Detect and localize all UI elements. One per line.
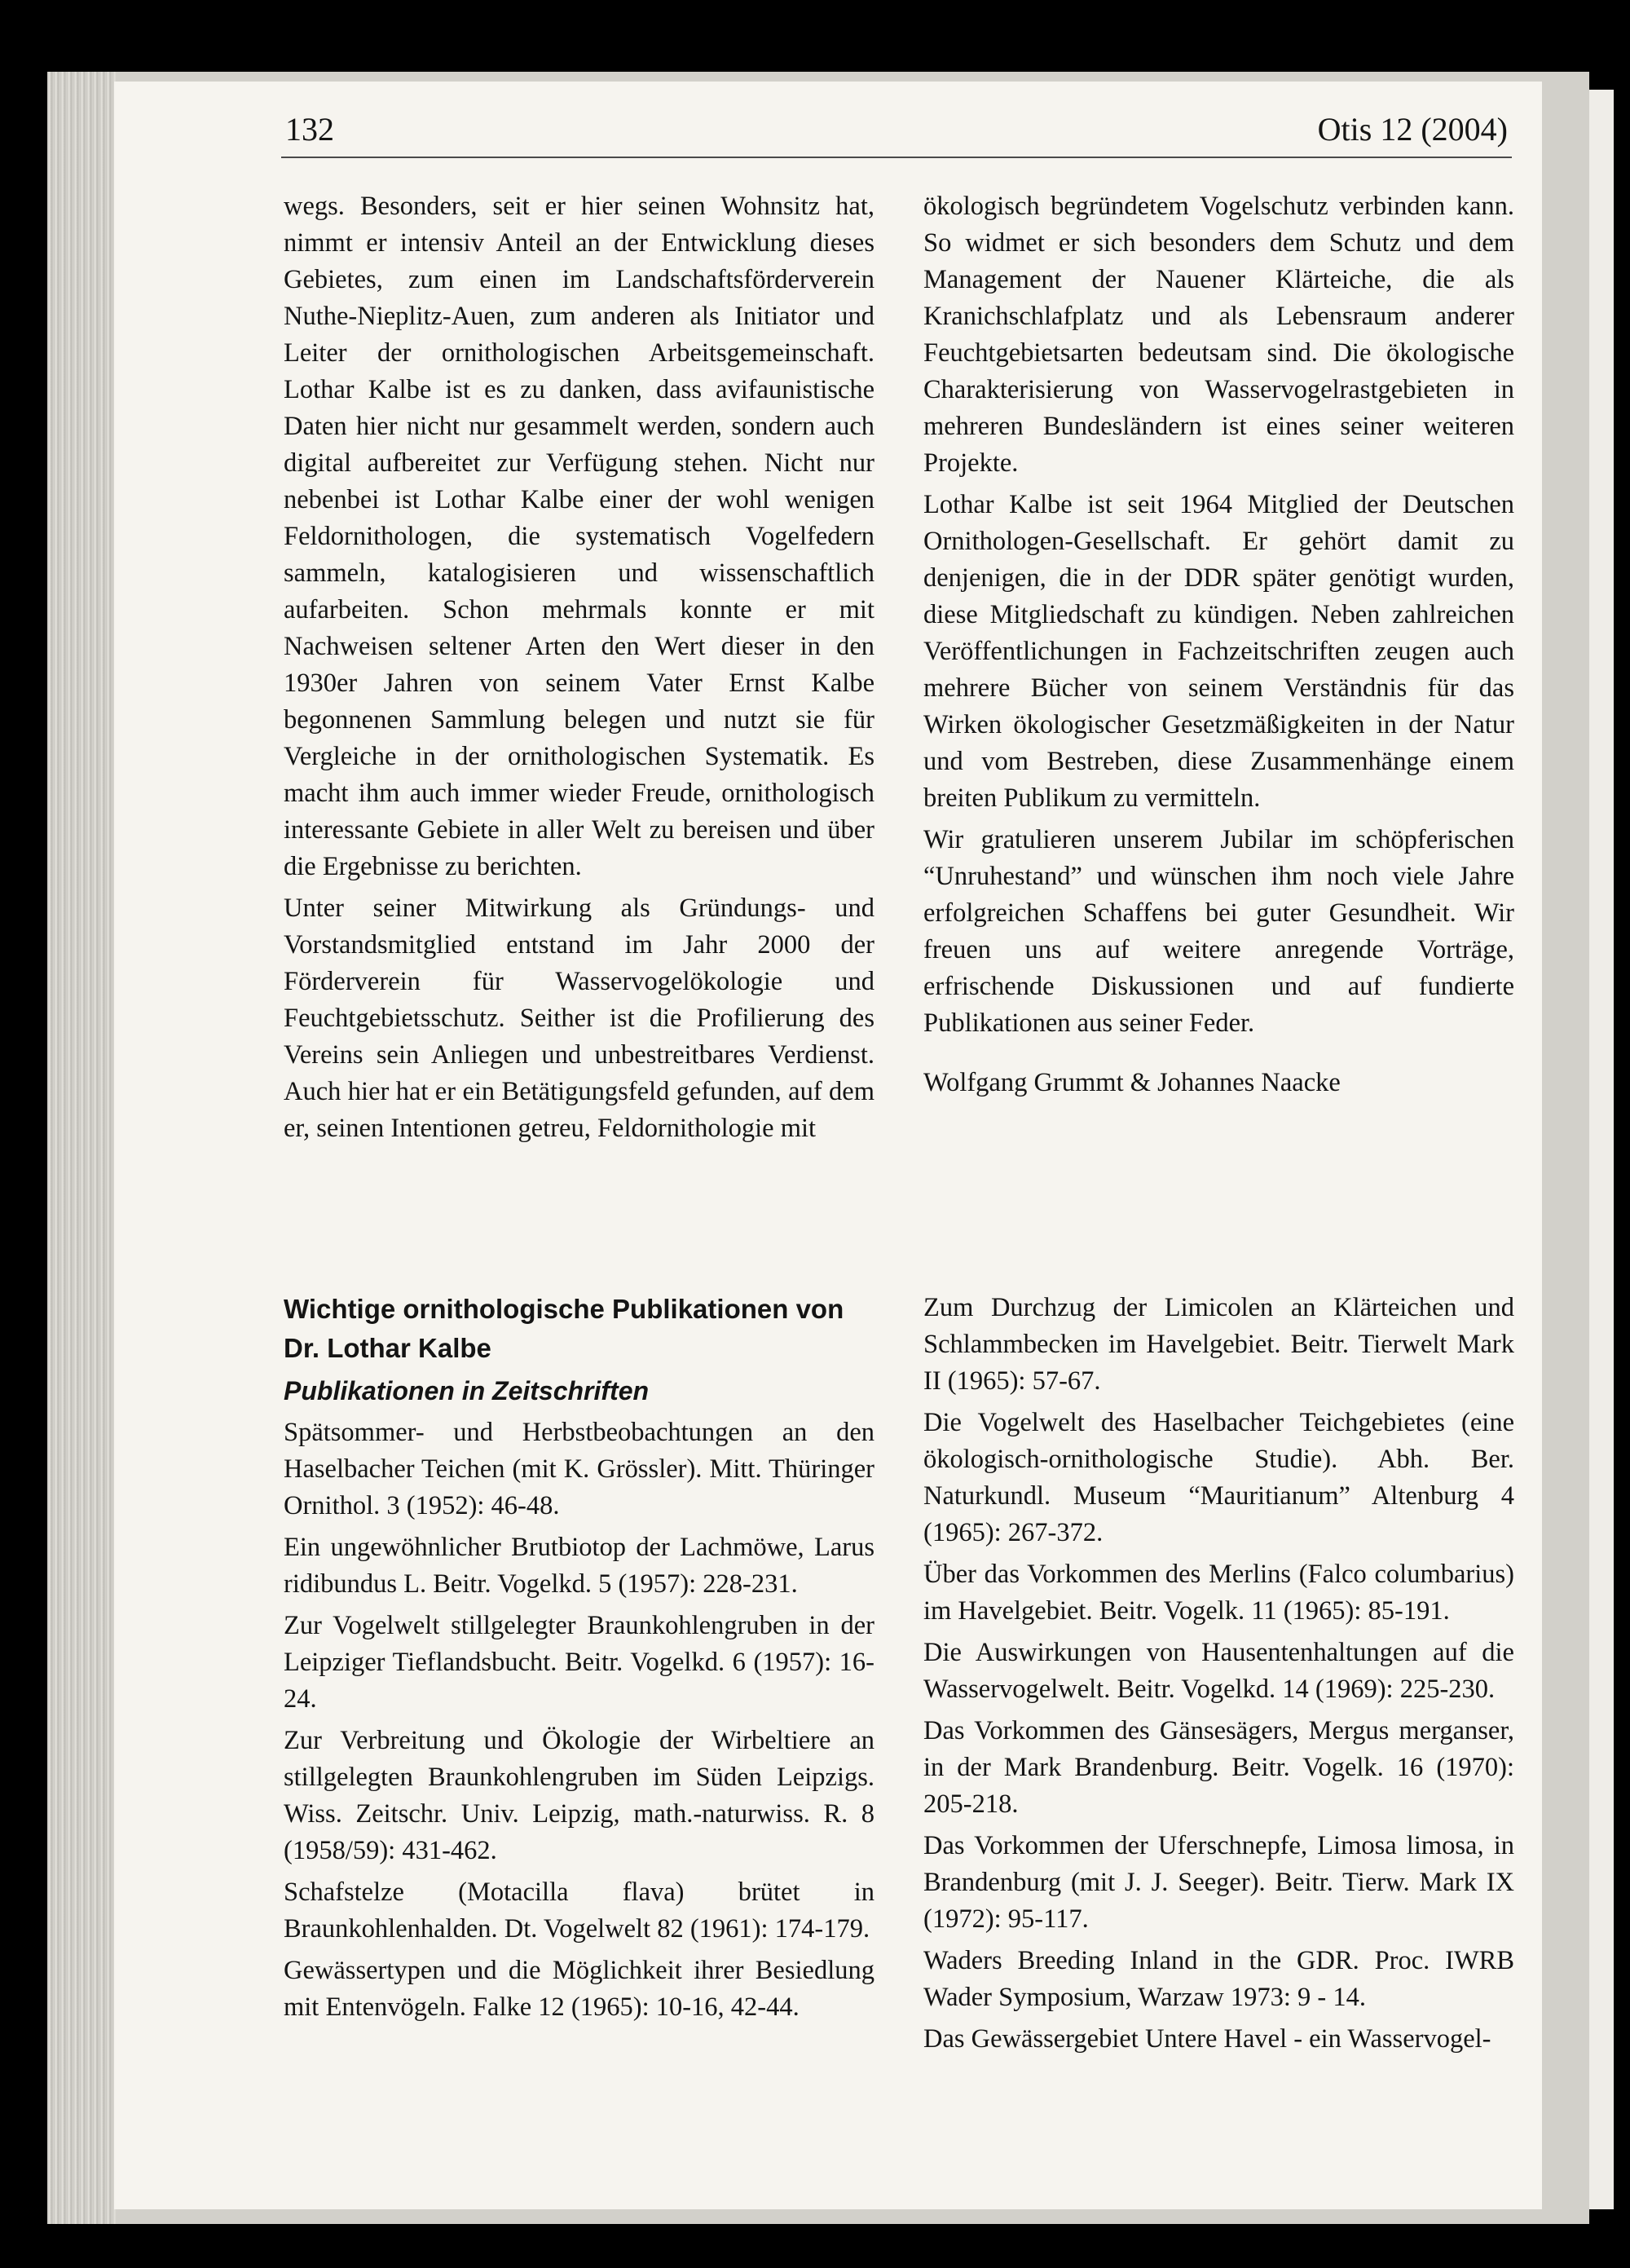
article-authors: Wolfgang Grummt & Johannes Naacke [923,1068,1341,1097]
publications-subheading: Publikationen in Zeitschriften [284,1376,650,1405]
header-rule [281,157,1512,158]
reference-entry: Schafstelze (Motacilla flava) brütet in Braunkohlenhalden. Dt. Vogelwelt 82 (1961): 174-179. [284,1877,874,1944]
reference-entry: Zur Verbreitung und Ökologie der Wirbeltiere an stillgelegten Braunkohlengruben im Süden Leipzigs. Wiss. Zeitschr. Univ. Leipzig, math.-naturwiss. R. 8 (1958/59): 431-462. [284,1726,874,1865]
paragraph: Lothar Kalbe ist seit 1964 Mitglied der Deutschen Ornithologen-Gesellschaft. Er gehört damit zu denjenigen, die in der DDR später genötigt wurden, diese Mitgliedschaft zu kündigen. Neben zahlreichen Veröffentlichungen in Fachzeitschriften zeugen auch mehrere Bücher von seinem Verständnis für das Wirken ökologischer Gesetzmäßigkeiten in der Natur und vom Bestreben, diese Zusammenhänge einem breiten Publikum zu vermitteln. [923,490,1514,813]
reference-entry: Die Vogelwelt des Haselbacher Teichgebietes (eine ökologisch-ornithologische Studie). Abh. Ber. Naturkundl. Museum “Mauritianum” Altenburg 4 (1965): 267-372. [923,1408,1514,1547]
page-number: 132 [285,111,334,148]
reference-entry: Das Vorkommen der Uferschnepfe, Limosa limosa, in Brandenburg (mit J. J. Seeger). Beitr. Tierw. Mark IX (1972): 95-117. [923,1831,1514,1934]
publications-right-column [923,1290,1514,2058]
reference-entry: Zur Vogelwelt stillgelegter Braunkohlengruben in der Leipziger Tieflandsbucht. Beitr. Vogelkd. 6 (1957): 16-24. [284,1611,874,1714]
running-header-journal: Otis 12 (2004) [1317,111,1508,148]
reference-entry: Die Auswirkungen von Hausentenhaltungen auf die Wasservogelwelt. Beitr. Vogelkd. 14 (1969): 225-230. [923,1638,1514,1704]
right-column-text [923,188,1514,1101]
reference-entry: Das Vorkommen des Gänsesägers, Mergus merganser, in der Mark Brandenburg. Beitr. Vogelk. 16 (1970): 205-218. [923,1716,1514,1819]
left-column-text [284,188,874,1147]
reference-entry: Das Gewässergebiet Untere Havel - ein Wasservogel- [923,2024,1491,2054]
reference-entry: Gewässertypen und die Möglichkeit ihrer Besiedlung mit Entenvögeln. Falke 12 (1965): 10-16, 42-44. [284,1956,874,2022]
paragraph: Wir gratulieren unserem Jubilar im schöpferischen “Unruhestand” und wünschen ihm noch viele Jahre erfolgreichen Schaffens bei guter Gesundheit. Wir freuen uns auf weitere anregende Vorträge, erfrischende Diskussionen und auf fundierte Publikationen aus seiner Feder. [923,825,1514,1038]
paragraph: Unter seiner Mitwirkung als Gründungs- und Vorstandsmitglied entstand im Jahr 2000 der Förderverein für Wasservogelökologie und Feuchtgebietsschutz. Seither ist die Profilierung des Vereins sein Anliegen und unbestreitbares Verdienst. Auch hier hat er ein Betätigungsfeld gefunden, auf dem er, seinen Intentionen getreu, Feldornithologie mit [284,894,874,1143]
paragraph: ökologisch begründetem Vogelschutz verbinden kann. So widmet er sich besonders dem Schutz und dem Management der Nauener Klärteiche, die als Kranichschlafplatz und als Lebensraum anderer Feuchtgebietsarten bedeutsam sind. Die ökologische Charakterisierung von Wasservogelrastgebieten in mehreren Bundesländern ist eines seiner weiteren Projekte. [923,192,1514,478]
paragraph: wegs. Besonders, seit er hier seinen Wohnsitz hat, nimmt er intensiv Anteil an der Entwicklung dieses Gebietes, zum einen im Landschaftsförderverein Nuthe-Nieplitz-Auen, zum anderen als Initiator und Leiter der ornithologischen Arbeitsgemeinschaft. Lothar Kalbe ist es zu danken, dass avifaunistische Daten hier nicht nur gesammelt werden, sondern auch digital aufbereitet zur Verfügung stehen. Nicht nur nebenbei ist Lothar Kalbe einer der wohl wenigen Feldornithologen, die systematisch Vogelfedern sammeln, katalogisieren und wissenschaftlich aufarbeiten. Schon mehrmals konnte er mit Nachweisen seltener Arten den Wert dieser in den 1930er Jahren von seinem Vater Ernst Kalbe begonnenen Sammlung belegen und nutzt sie für Vergleiche in der ornithologischen Systematik. Es macht ihm auch immer wieder Freude, ornithologisch interessante Gebiete in aller Welt zu bereisen und über die Ergebnisse zu berichten. [284,192,874,881]
reference-entry: Über das Vorkommen des Merlins (Falco columbarius) im Havelgebiet. Beitr. Vogelk. 11 (1965): 85-191. [923,1560,1514,1626]
reference-entry: Ein ungewöhnlicher Brutbiotop der Lachmöwe, Larus ridibundus L. Beitr. Vogelkd. 5 (1957): 228-231. [284,1533,874,1599]
reference-entry: Zum Durchzug der Limicolen an Klärteichen und Schlammbecken im Havelgebiet. Beitr. Tierwelt Mark II (1965): 57-67. [923,1293,1514,1396]
reference-entry: Waders Breeding Inland in the GDR. Proc. IWRB Wader Symposium, Warzaw 1973: 9 - 14. [923,1946,1514,2012]
publications-left-column [284,1290,874,2026]
reference-entry: Spätsommer- und Herbstbeobachtungen an den Haselbacher Teichen (mit K. Grössler). Mitt. Thüringer Ornithol. 3 (1952): 46-48. [284,1418,874,1520]
publications-heading: Wichtige ornithologische Publikationen von Dr. Lothar Kalbe [284,1294,844,1363]
facing-page-edge [1589,90,1614,2209]
